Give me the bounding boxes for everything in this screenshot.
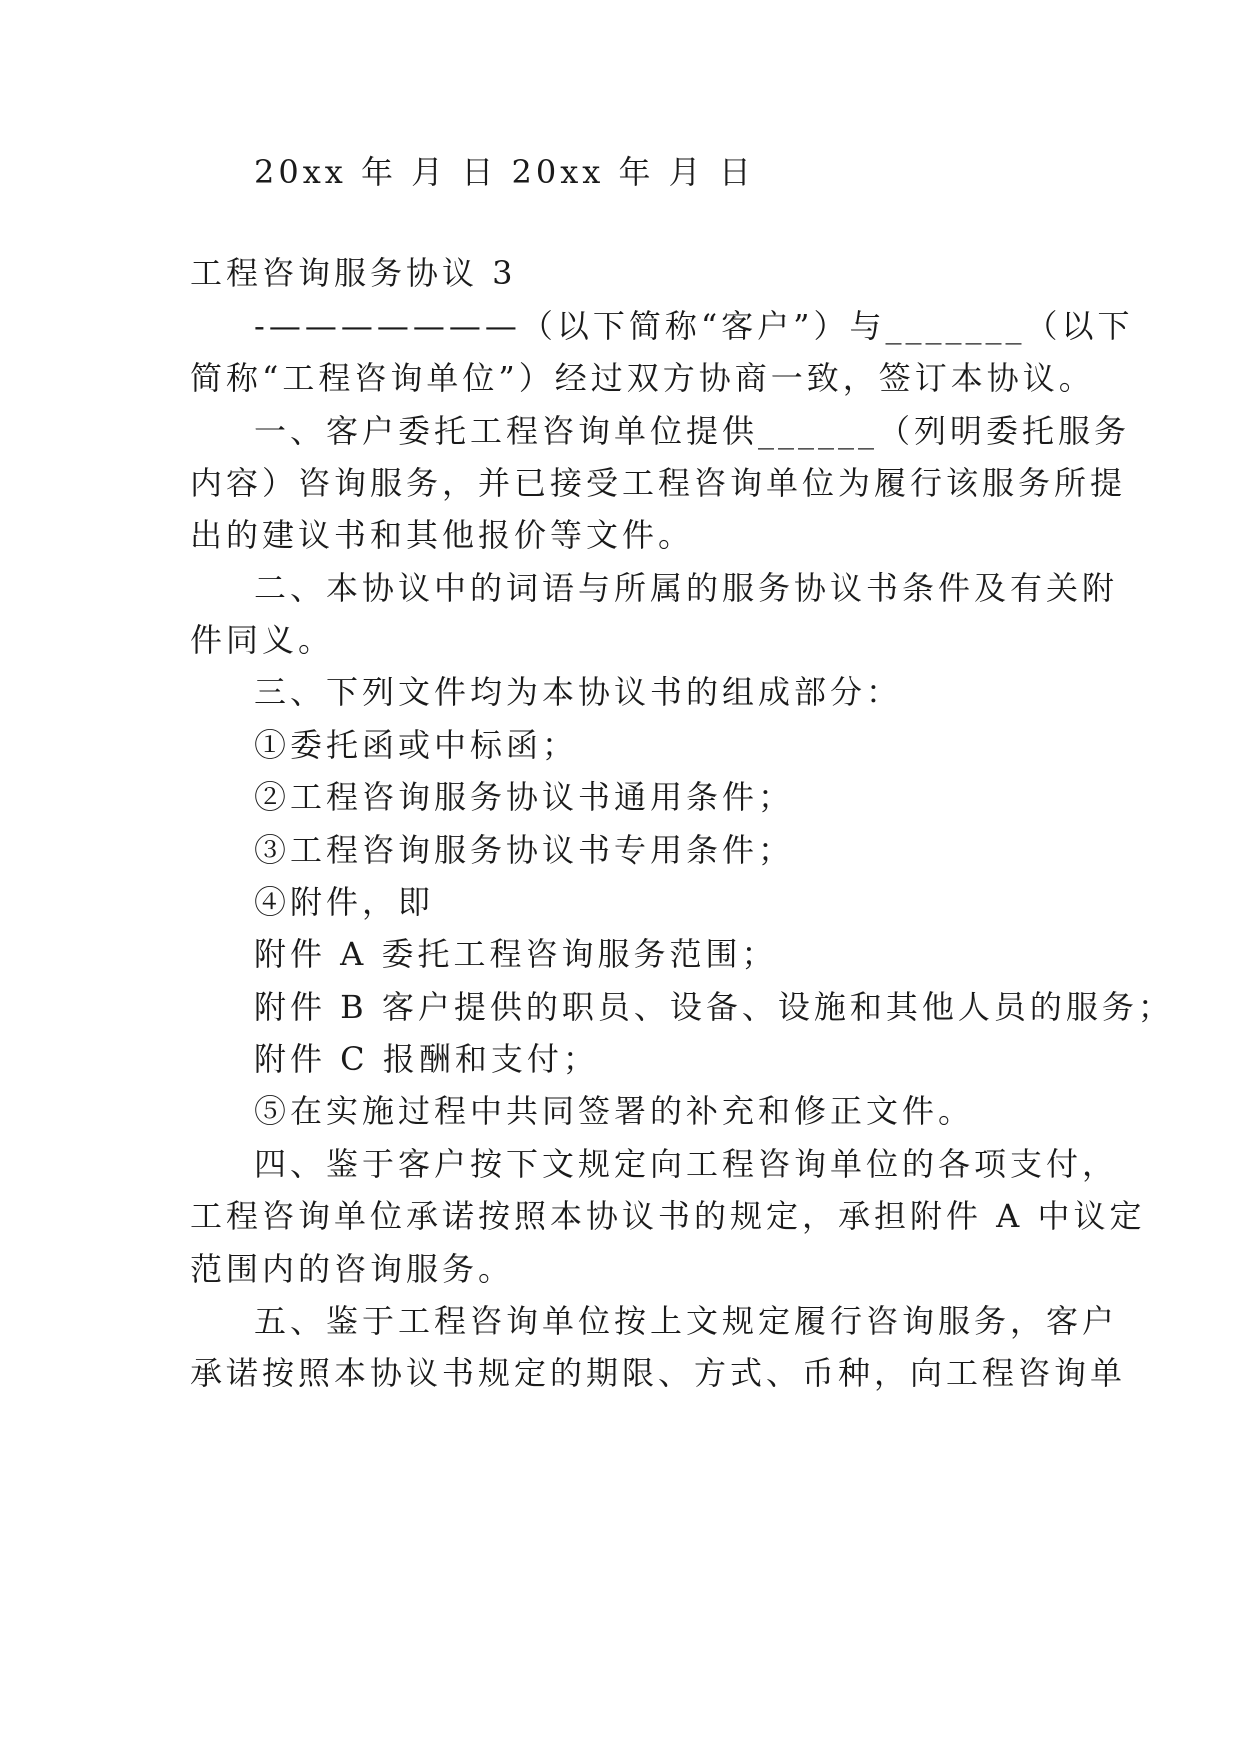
paragraph-line: 工程咨询单位承诺按照本协议书的规定，承担附件 A 中议定 — [190, 1197, 1146, 1235]
paragraph-line: 内容）咨询服务，并已接受工程咨询单位为履行该服务所提 — [190, 464, 1127, 502]
list-item: ①委托函或中标函； — [254, 726, 579, 764]
paragraph-line: 简称“工程咨询单位”）经过双方协商一致，签订本协议。 — [190, 359, 1095, 397]
list-item: ④附件，即 — [254, 883, 435, 921]
attachment-item: 附件 B 客户提供的职员、设备、设施和其他人员的服务； — [254, 988, 1174, 1026]
date-line: 20xx 年 月 日 20xx 年 月 日 — [254, 153, 755, 191]
paragraph-line: 出的建议书和其他报价等文件。 — [190, 516, 695, 554]
list-item: ③工程咨询服务协议书专用条件； — [254, 831, 795, 869]
attachment-item: 附件 A 委托工程咨询服务范围； — [254, 935, 778, 973]
document-title: 工程咨询服务协议 3 — [190, 254, 517, 292]
list-item: ②工程咨询服务协议书通用条件； — [254, 778, 795, 816]
attachment-item: 附件 C 报酬和支付； — [254, 1040, 599, 1078]
paragraph-line: 范围内的咨询服务。 — [190, 1250, 515, 1288]
paragraph-line: 五、鉴于工程咨询单位按上文规定履行咨询服务，客户 — [254, 1302, 1119, 1340]
paragraph-line: 一、客户委托工程咨询单位提供______（列明委托服务 — [254, 412, 1131, 450]
paragraph-line: 二、本协议中的词语与所属的服务协议书条件及有关附 — [254, 569, 1119, 607]
paragraph-line: 承诺按照本协议书规定的期限、方式、币种，向工程咨询单 — [190, 1354, 1127, 1392]
paragraph-line: 件同义。 — [190, 621, 335, 659]
paragraph-line: 四、鉴于客户按下文规定向工程咨询单位的各项支付， — [254, 1145, 1119, 1183]
list-item: ⑤在实施过程中共同签署的补充和修正文件。 — [254, 1092, 975, 1130]
paragraph-line: 三、下列文件均为本协议书的组成部分： — [254, 673, 903, 711]
paragraph-line: -———————（以下简称“客户”）与_______（以下 — [254, 307, 1134, 345]
